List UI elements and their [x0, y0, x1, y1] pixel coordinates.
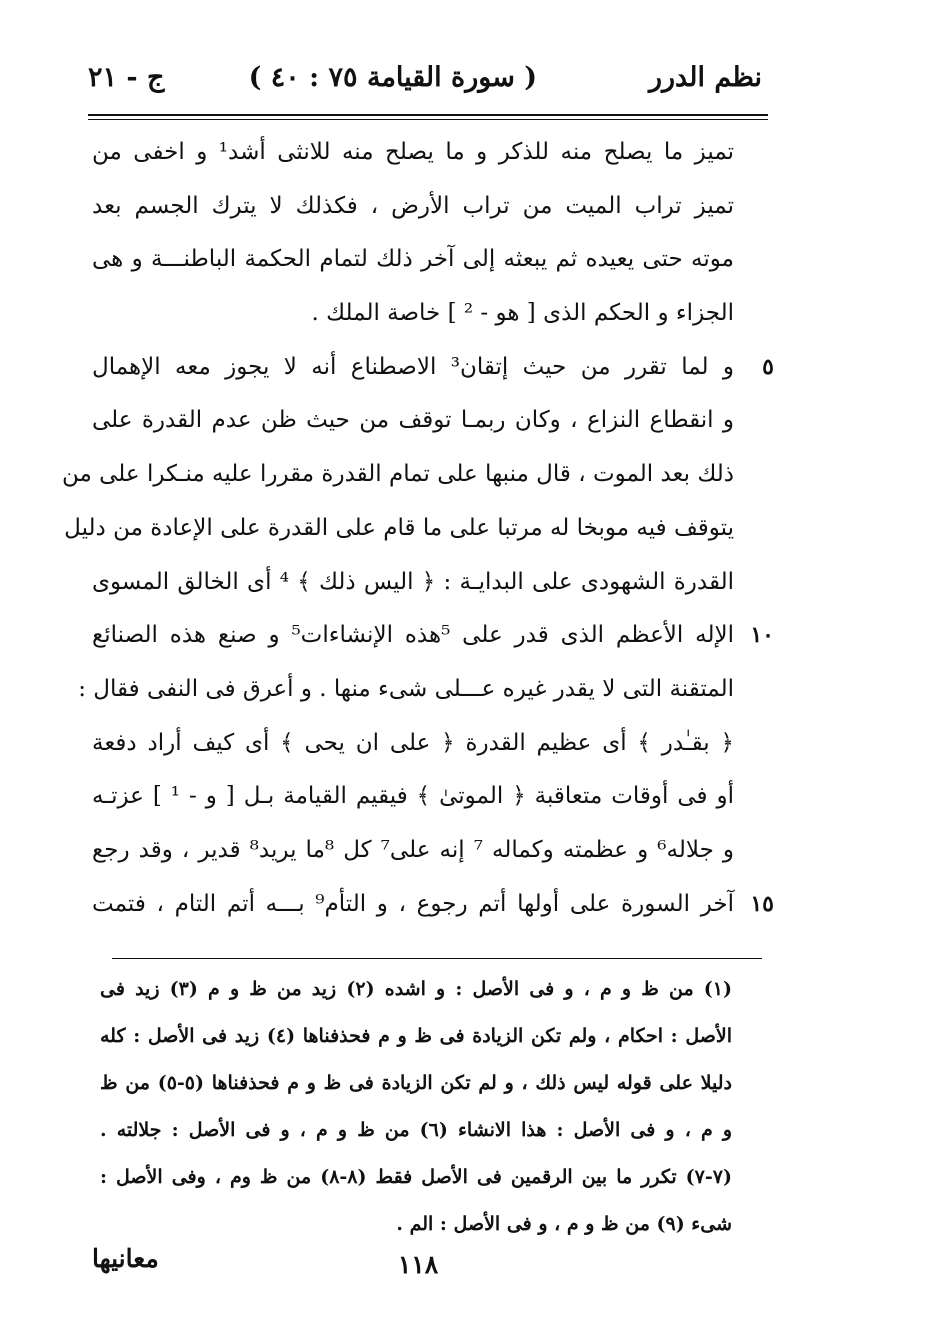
- footnote-line: الأصل : احكام ، ولم تكن الزيادة فى ظ و م فحذفناها (٤) زيد فى الأصل : كله: [100, 1025, 732, 1047]
- text-line-content: تميز ما يصلح منه للذكر و ما يصلح منه للانثى أشد¹ و اخفى من: [92, 139, 735, 165]
- text-line-content: أو فى أوقات متعاقبة ﴿ الموتىٰ ﴾ فيقيم القيامة بـل [ و - ¹ ] عزتـه: [92, 783, 734, 810]
- text-line-content: الإله الأعظم الذى قدر على ⁵هذه الإنشاءات⁵ و صنع هذه الصنائع: [92, 622, 735, 649]
- text-line: [92, 878, 774, 932]
- line-number: ١٥: [750, 890, 774, 917]
- surah-reference: ( سورة القيامة ٧٥ : ٤٠ ): [248, 62, 537, 93]
- main-text: [61, 126, 774, 931]
- text-line: [78, 663, 734, 717]
- text-line: [92, 824, 734, 878]
- text-line: [92, 180, 734, 234]
- text-line-content: المتقنة التى لا يقدر غيره عـــلى شىء منها . و أعرق فى النفى فقال :: [78, 675, 734, 702]
- footnotes: [100, 966, 732, 1248]
- catchword: معانيها: [92, 1244, 159, 1273]
- text-line: [92, 770, 734, 824]
- line-number: ٥: [762, 353, 774, 380]
- text-line-content: تميز تراب الميت من تراب الأرض ، فكذلك لا يترك الجسم بعد: [92, 192, 734, 219]
- text-line: [92, 233, 734, 287]
- page-number: ١١٨: [397, 1250, 439, 1279]
- text-line: [92, 609, 774, 663]
- volume-label: ج - ٢١: [88, 62, 165, 93]
- text-line-content: و انقطاع النزاع ، وكان ربمـا توقف من حيث ظن عدم القدرة على: [92, 407, 734, 434]
- text-line: [64, 502, 734, 556]
- text-line: [92, 394, 734, 448]
- text-line-content: و لما تقرر من حيث إتقان³ الاصطناع أنه لا يجوز معه الإهمال: [92, 353, 734, 380]
- running-header: [88, 62, 762, 106]
- text-line-content: و جلاله⁶ و عظمته وكماله ⁷ إنه على⁷ كل ⁸ما يريد⁸ قدير ، وقد رجع: [92, 836, 734, 863]
- book-title: نظم الدرر: [648, 62, 762, 93]
- header-rule: [88, 114, 768, 116]
- text-line: [92, 287, 734, 341]
- footnote-line: (٧-٧) تكرر ما بين الرقمين فى الأصل فقط (٨-٨) من ظ وم ، وفى الأصل :: [100, 1166, 732, 1188]
- text-line-content: ذلك بعد الموت ، قال منبها على تمام القدرة مقررا عليه منـكرا على من: [61, 461, 734, 488]
- footnote-line: (١) من ظ و م ، و فى الأصل : و اشده (٢) زيد من ظ و م (٣) زيد فى: [100, 978, 732, 1000]
- footnote-line: و م ، و فى الأصل : هذا الانشاء (٦) من ظ و م ، و فى الأصل : جلالته .: [100, 1119, 733, 1141]
- header-rule-thin: [88, 119, 768, 120]
- text-line-content: آخر السورة على أولها أتم رجوع ، و التأم⁹ بـــه أتم التام ، فتمت: [92, 890, 734, 917]
- footnote-rule: [112, 958, 762, 959]
- text-line: [92, 126, 734, 180]
- text-line: [92, 341, 774, 395]
- text-line-content: يتوقف فيه موبخا له مرتبا على ما قام على القدرة على الإعادة من دليل: [64, 514, 734, 541]
- text-line-content: الجزاء و الحكم الذى [ هو - ² ] خاصة الملك .: [311, 300, 734, 327]
- text-line-content: ﴿ بقـٰدر ﴾ أى عظيم القدرة ﴿ على ان يحى ﴾ أى كيف أراد دفعة: [92, 729, 734, 756]
- text-line: [61, 448, 734, 502]
- text-line-content: موته حتى يعيده ثم يبعثه إلى آخر ذلك لتمام الحكمة الباطنـــة و هى: [92, 246, 734, 273]
- text-line: [92, 717, 734, 771]
- footnote-line: دليلا على قوله ليس ذلك ، و لم تكن الزيادة فى ظ و م فحذفناها (٥-٥) من ظ: [100, 1072, 732, 1094]
- footnote-line: شىء (٩) من ظ و م ، و فى الأصل : الم .: [396, 1213, 732, 1235]
- text-line-content: القدرة الشهودى على البدايـة : ﴿ اليس ذلك ﴾ ⁴ أى الخالق المسوى: [92, 568, 734, 595]
- line-number: ١٠: [750, 622, 774, 649]
- text-line: [92, 556, 734, 610]
